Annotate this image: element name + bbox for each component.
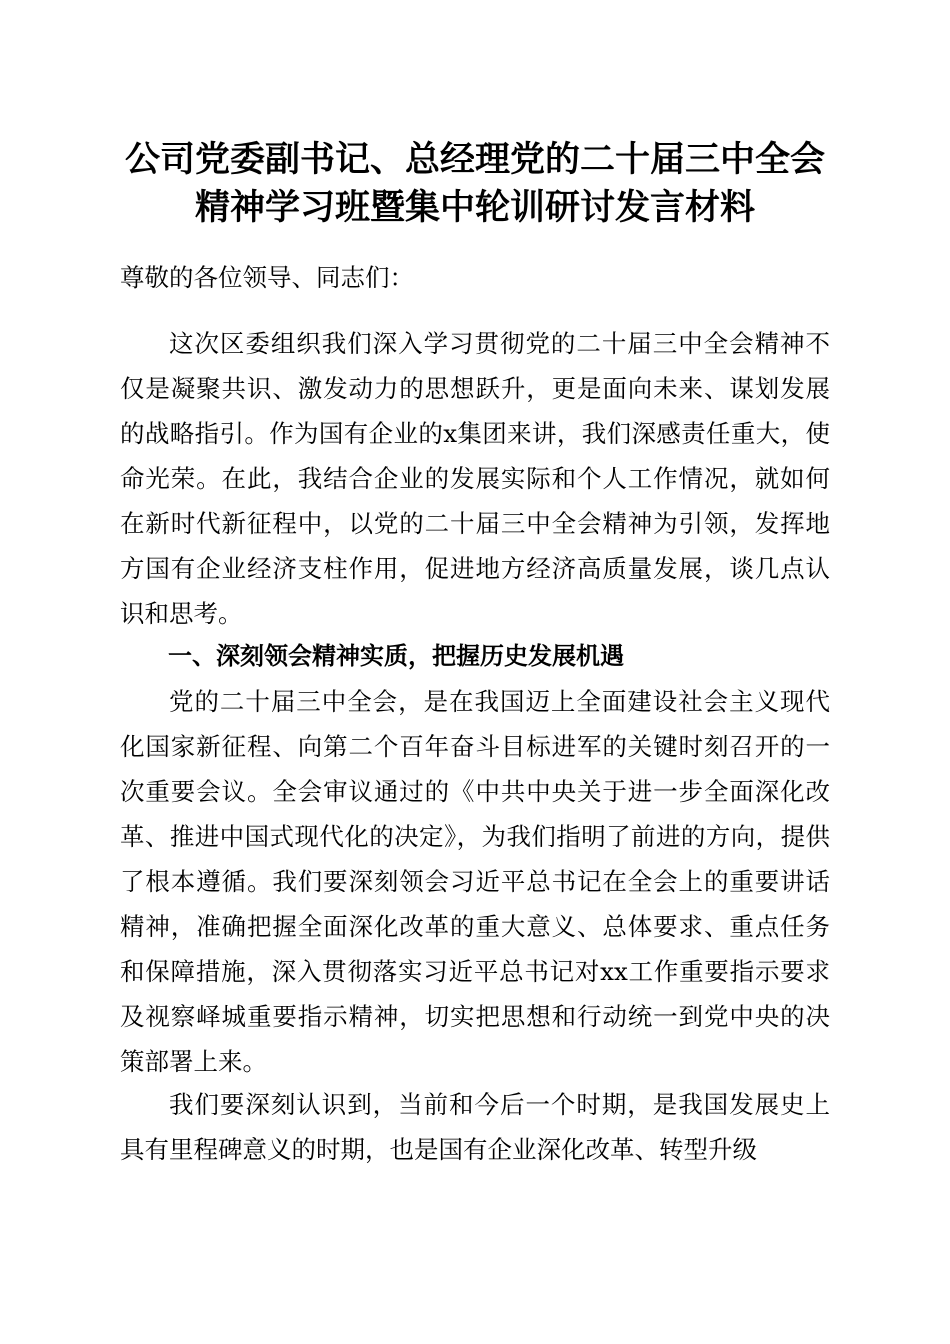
salutation: 尊敬的各位领导、同志们： [120, 263, 414, 292]
paragraph-section1-second: 我们要深刻认识到，当前和今后一个时期，是我国发展史上具有里程碑意义的时期，也是国有企业深化改革、转型升级 [120, 1090, 830, 1164]
paragraph-section1-first: 党的二十届三中全会，是在我国迈上全面建设社会主义现代化国家新征程、向第二个百年奋斗目标进军的关键时刻召开的一次重要会议。全会审议通过的《中共中央关于进一步全面深化改革、推进中国式现代化的决定》，为我们指明了前进的方向，提供了根本遵循。我们要深刻领会习近平总书记在全会上的重要讲话精神，准确把握全面深化改革的重大意义、总体要求、重点任务和保障措施，深入贯彻落实习近平总书记对xx工作重要指示要求及视察峄城重要指示精神，切实把思想和行动统一到党中央的决策部署上来。 [120, 687, 830, 1076]
document-title-line-1: 公司党委副书记、总经理党的二十届三中全会 [124, 139, 825, 180]
section-heading-1: 一、深刻领会精神实质，把握历史发展机遇 [168, 642, 624, 670]
document-title-line-2: 精神学习班暨集中轮训研讨发言材料 [194, 187, 755, 228]
paragraph-intro: 这次区委组织我们深入学习贯彻党的二十届三中全会精神不仅是凝聚共识、激发动力的思想跃升，更是面向未来、谋划发展的战略指引。作为国有企业的x集团来讲，我们深感责任重大，使命光荣。在此，我结合企业的发展实际和个人工作情况，就如何在新时代新征程中，以党的二十届三中全会精神为引领，发挥地方国有企业经济支柱作用，促进地方经济高质量发展，谈几点认识和思考。 [120, 329, 830, 628]
